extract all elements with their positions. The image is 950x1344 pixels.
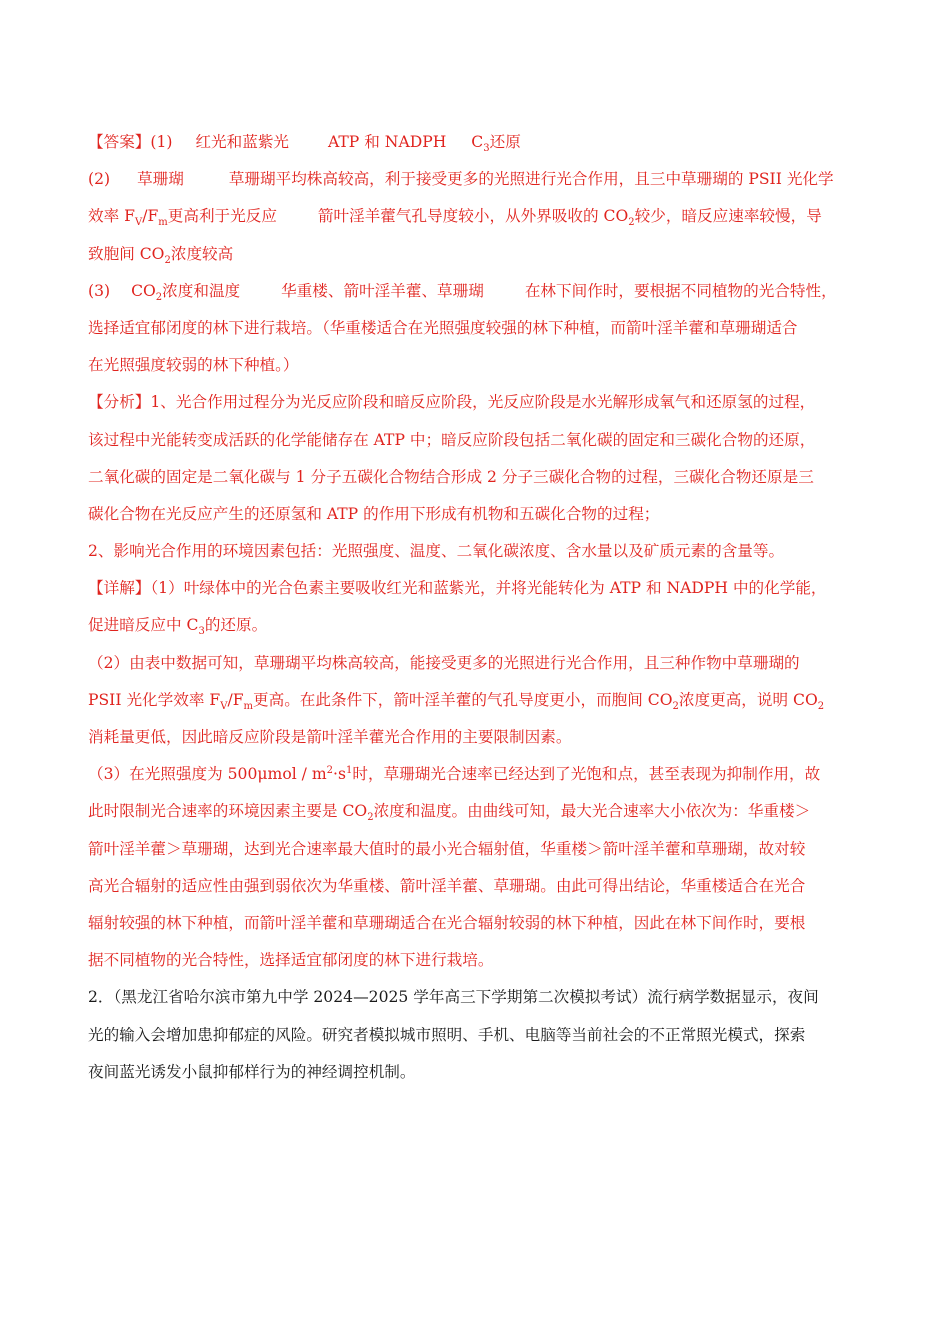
answer-1-c: $C_3$还原	[471, 133, 521, 155]
answer-2-a: 草珊瑚	[137, 170, 184, 189]
detail-line-3: （2）由表中数据可知，草珊瑚平均株高较高，能接受更多的光照进行光合作用，且三种作物中草珊瑚的	[88, 653, 800, 672]
question-2-line-1: 2．（黑龙江省哈尔滨市第九中学 2024—2025 学年高三下学期第二次模拟考试）流行病学数据显示，夜间	[88, 988, 819, 1007]
analysis-tag: 【分析】	[88, 393, 151, 412]
analysis-line-5: 2、影响光合作用的环境因素包括：光照强度、温度、二氧化碳浓度、含水量以及矿质元素的含量等。	[88, 542, 785, 561]
answer-2-line-1: (2) 草珊瑚 草珊瑚平均株高较高，利于接受更多的光照进行光合作用，且三中草珊瑚的 PSII 光化学	[88, 170, 834, 189]
detail-line-8: 箭叶淫羊藿＞草珊瑚，达到光合速率最大值时的最小光合辐射值，华重楼＞箭叶淫羊藿和草珊瑚，故对较	[88, 839, 806, 858]
analysis-line-2: 该过程中光能转变成活跃的化学能储存在 ATP 中；暗反应阶段包括二氧化碳的固定和三碳化合物的还原，	[88, 430, 816, 449]
detail-line-10: 辐射较强的林下种植，而箭叶淫羊藿和草珊瑚适合在光合辐射较弱的林下种植，因此在林下间作时，要根	[88, 913, 806, 932]
detail-line-4: PSII 光化学效率 $F_V/F_m$更高。在此条件下，箭叶淫羊藿的气孔导度更小，而胞间 $CO_2$浓度更高，说明 $CO_2$	[88, 690, 825, 712]
answer-2-line-2: 效率 $F_V/F_m$更高利于光反应 箭叶淫羊藿气孔导度较小，从外界吸收的 $CO_2$较少，暗反应速率较慢，导	[88, 207, 822, 229]
detail-line-11: 据不同植物的光合特性，选择适宜郁闭度的林下进行栽培。	[88, 951, 494, 970]
analysis-line-4: 碳化合物在光反应产生的还原氢和 ATP 的作用下形成有机物和五碳化合物的过程；	[88, 504, 660, 523]
analysis-line-3: 二氧化碳的固定是二氧化碳与 1 分子五碳化合物结合形成 2 分子三碳化合物的过程，三碳化合物还原是三	[88, 467, 814, 486]
question-2-line-3: 夜间蓝光诱发小鼠抑郁样行为的神经调控机制。	[88, 1062, 416, 1081]
detail-line-5: 消耗量更低，因此暗反应阶段是箭叶淫羊藿光合作用的主要限制因素。	[88, 728, 572, 746]
detail-line-2: 促进暗反应中 $C_3$的还原。	[88, 616, 268, 638]
question-2-line-2: 光的输入会增加患抑郁症的风险。研究者模拟城市照明、手机、电脑等当前社会的不正常照光模式，探索	[88, 1025, 806, 1044]
answer-1-a: 红光和蓝紫光	[195, 133, 290, 151]
answer-2-line-3: 致胞间 $CO_2$浓度较高	[88, 244, 234, 266]
detail-line-9: 高光合辐射的适应性由强到弱依次为华重楼、箭叶淫羊藿、草珊瑚。由此可得出结论，华重楼适合在光合	[88, 876, 806, 895]
answer-3-line-2: 选择适宜郁闭度的林下进行栽培。（华重楼适合在光照强度较强的林下种植，而箭叶淫羊藿和草珊瑚适合	[88, 318, 798, 337]
document-page	[88, 124, 868, 1091]
answer-3-line-1: (3) $CO_2$浓度和温度 华重楼、箭叶淫羊藿、草珊瑚 在林下间作时，要根据不同植物的光合特性，	[88, 281, 837, 303]
detail-line-6: （3）在光照强度为 $500\mu mol / m^2\cdot s^1$时，草珊瑚光合速率已经达到了光饱和点，甚至表现为抑制作用，故	[88, 765, 821, 784]
answer-tag: 【答案】	[88, 133, 151, 151]
detail-tag: 【详解】	[88, 579, 151, 598]
analysis-line-1: 【分析】1、光合作用过程分为光反应阶段和暗反应阶段，光反应阶段是水光解形成氧气和还原氢的过程，	[88, 393, 816, 412]
detail-line-7: 此时限制光合速率的环境因素主要是 $CO_2$浓度和温度。由曲线可知，最大光合速率大小依次为：华重楼＞	[88, 802, 811, 824]
answer-1-b: ATP 和 NADPH	[328, 133, 447, 151]
answer-line-1: 【答案】(1) 红光和蓝紫光 ATP 和 NADPH $C_3$还原	[88, 133, 521, 155]
detail-line-1: 【详解】（1）叶绿体中的光合色素主要吸收红光和蓝紫光，并将光能转化为 ATP 和 NADPH 中的化学能，	[88, 579, 827, 598]
answer-3-line-3: 在光照强度较弱的林下种植。）	[88, 356, 299, 375]
